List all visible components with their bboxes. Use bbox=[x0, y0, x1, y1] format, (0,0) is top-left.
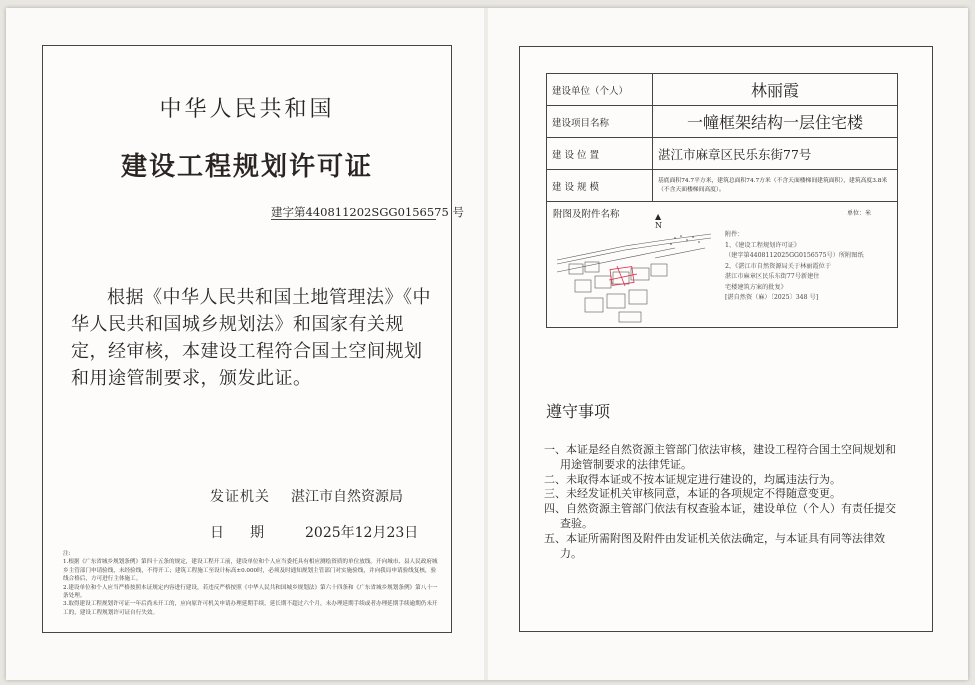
row-value-scale: 基底面积74.7平方米，建筑总面积74.7方米（不含天面楼梯间建筑面积），建筑高度3.8米（不含天面楼梯间高度）。 bbox=[653, 170, 898, 202]
rule-item: 三、未经发证机关审核同意，本证的各项规定不得随意变更。 bbox=[544, 487, 841, 501]
row-value-location: 湛江市麻章区民乐东街77号 bbox=[653, 138, 898, 170]
notes-block bbox=[63, 550, 441, 617]
list-item: （建字第4408112025GG0156575号）所附图纸 bbox=[725, 252, 864, 259]
rules-title: 遵守事项 bbox=[546, 402, 611, 421]
table-row bbox=[547, 138, 898, 170]
date-label: 日期 bbox=[210, 525, 290, 541]
list-item: [湛自然资（麻）〔2025〕348 号] bbox=[725, 294, 819, 301]
rule-item: 一、本证是经自然资源主管部门依法审核，建设工程符合国土空间规划和用途管制要求的法律凭证。 bbox=[544, 443, 896, 471]
row-value-project: 一幢框架结构一层住宅楼 bbox=[653, 106, 898, 138]
notes-heading: 注: bbox=[63, 551, 71, 557]
row-label-scale: 建 设 规 模 bbox=[547, 170, 653, 202]
table-row bbox=[547, 202, 898, 328]
issuer-value: 湛江市自然资源局 bbox=[291, 489, 403, 505]
list-item: 附件： bbox=[725, 231, 744, 238]
country-name: 中华人民共和国 bbox=[159, 97, 335, 122]
note-item: 3.取得建设工程规划许可证一年后尚未开工的，应向原许可机关申请办理延期手续，延长期不超过六个月，未办理延期手续或者办理延期手续逾期仍未开工的，建设工程规划许可证自行失效。 bbox=[63, 601, 438, 616]
attachments-cell bbox=[547, 202, 898, 328]
certificate-number: 建字第440811202SGG0156575 号 bbox=[271, 205, 464, 219]
table-row bbox=[547, 170, 898, 202]
issuer-label: 发证机关 bbox=[210, 489, 270, 505]
north-mark: N bbox=[655, 221, 662, 230]
attachments-label: 附图及附件名称 bbox=[553, 209, 620, 220]
unit-label: 单位：米 bbox=[847, 210, 872, 217]
table-row bbox=[547, 106, 898, 138]
row-label-location: 建 设 位 置 bbox=[547, 138, 653, 170]
list-item: 湛江市麻章区民乐东街77号新建住 bbox=[725, 273, 820, 280]
row-label-applicant: 建设单位（个人） bbox=[547, 74, 653, 106]
rule-item: 五、本证所需附图及附件由发证机关依法确定，与本证具有同等法律效力。 bbox=[544, 531, 885, 560]
fold-spine bbox=[484, 8, 488, 680]
list-item: 宅楼建筑方案的批复》 bbox=[725, 283, 787, 291]
certificate-title: 建设工程规划许可证 bbox=[120, 152, 373, 182]
certificate-body: 根据《中华人民共和国土地管理法》《中华人民共和国城乡规划法》和国家有关规定，经审核，本建设工程符合国土空间规划和用途管制要求，颁发此证。 bbox=[71, 287, 431, 389]
rules-list bbox=[544, 443, 904, 561]
table-row bbox=[547, 74, 898, 106]
project-info-table bbox=[546, 73, 898, 328]
note-item: 2.建设单位和个人应当严格按照本证规定内容进行建设，若违反严格按照《中华人民共和国城乡规划法》第六十四条和《广东省城乡规划条例》第八十一条处理。 bbox=[63, 584, 438, 600]
issue-date: 2025年12月23日 bbox=[305, 525, 419, 541]
rule-item: 二、未取得本证或不按本证规定进行建设的，均属违法行为。 bbox=[544, 472, 841, 486]
list-item: 2、《湛江市自然资源局关于林丽霞位于 bbox=[725, 262, 832, 270]
note-item: 1.根据《广东省城乡规划条例》第四十五条的规定，建设工程开工前，建设单位和个人应当委托具有相应测绘资质的单位放线。开向城市、县人民政府城乡主管部门申请验线，未经验线，不得开工；建筑工程施工至设计标高±0.000时，必须及时通知规划主管部门对实施验线，并向我局申请验线复核，验线合格后，方可进行主体施工。 bbox=[63, 559, 438, 583]
left-page bbox=[42, 45, 464, 633]
row-label-project: 建设项目名称 bbox=[547, 106, 653, 138]
row-value-applicant: 林丽霞 bbox=[653, 74, 898, 106]
right-page bbox=[519, 46, 933, 632]
site-plan-map bbox=[555, 228, 713, 324]
north-arrow-icon: ▲ N bbox=[655, 212, 662, 230]
number-underline bbox=[271, 219, 436, 220]
rule-item: 四、自然资源主管部门依法有权查验本证，建设单位（个人）有责任提交查验。 bbox=[544, 502, 896, 530]
attachments-list bbox=[725, 230, 893, 304]
list-item: 1、《建设工程规划许可证》 bbox=[725, 241, 801, 249]
